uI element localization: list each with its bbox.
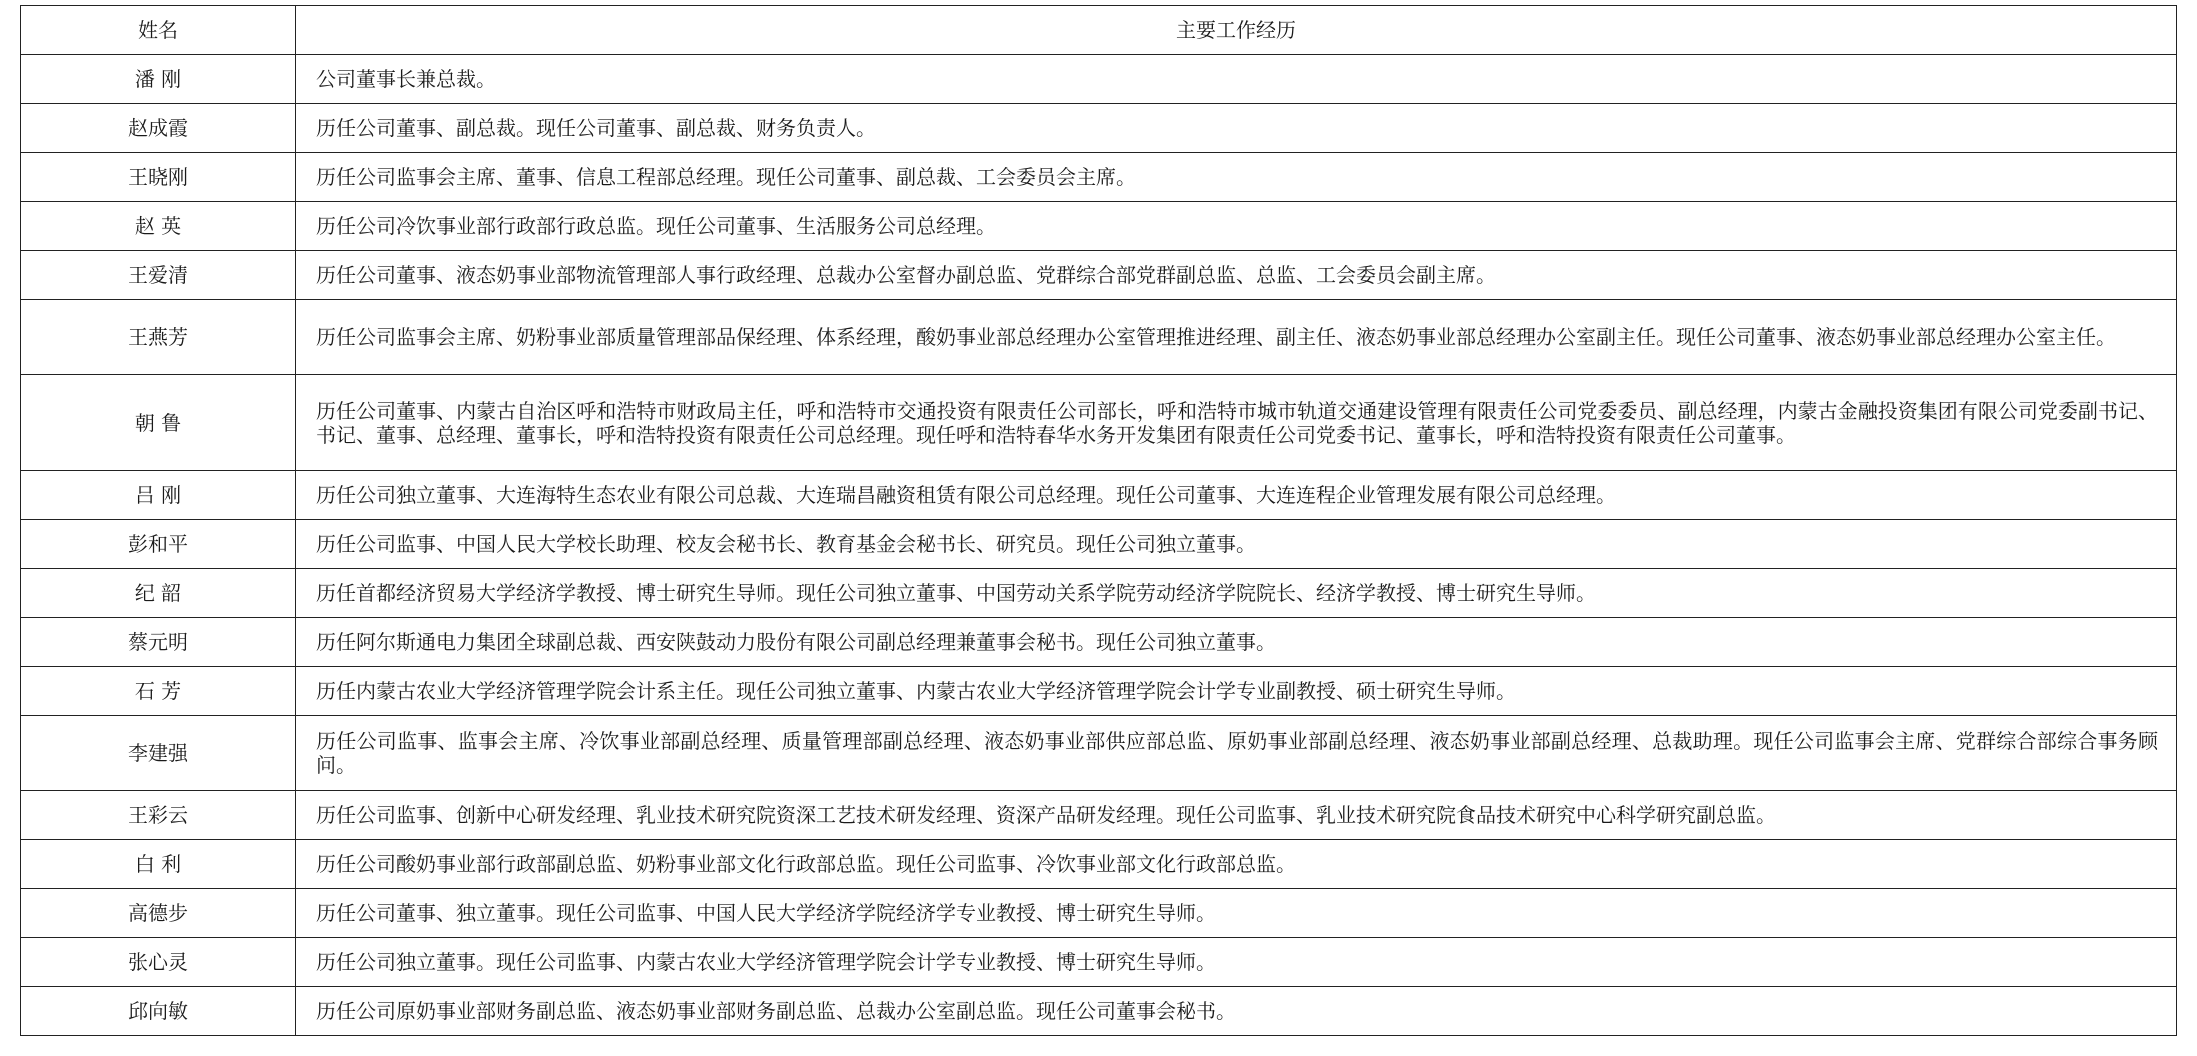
experience-cell: 历任公司原奶事业部财务副总监、液态奶事业部财务副总监、总裁办公室副总监。现任公司董事会秘书。 bbox=[296, 987, 2177, 1036]
header-row bbox=[21, 6, 2177, 55]
experience-cell: 历任公司监事会主席、奶粉事业部质量管理部品保经理、体系经理，酸奶事业部总经理办公室管理推进经理、副主任、液态奶事业部总经理办公室副主任。现任公司董事、液态奶事业部总经理办公室主任。 bbox=[296, 300, 2177, 375]
table-body bbox=[21, 55, 2177, 1036]
table-row bbox=[21, 300, 2177, 375]
name-cell: 朝 鲁 bbox=[21, 375, 296, 471]
table-row bbox=[21, 520, 2177, 569]
name-cell: 纪 韶 bbox=[21, 569, 296, 618]
experience-cell: 历任公司监事、监事会主席、冷饮事业部副总经理、质量管理部副总经理、液态奶事业部供应部总监、原奶事业部副总经理、液态奶事业部副总经理、总裁助理。现任公司监事会主席、党群综合部综合事务顾问。 bbox=[296, 716, 2177, 791]
experience-cell: 历任公司独立董事、大连海特生态农业有限公司总裁、大连瑞昌融资租赁有限公司总经理。现任公司董事、大连连程企业管理发展有限公司总经理。 bbox=[296, 471, 2177, 520]
executive-bio-table bbox=[20, 5, 2177, 1036]
name-cell: 王爱清 bbox=[21, 251, 296, 300]
experience-cell: 历任公司监事、中国人民大学校长助理、校友会秘书长、教育基金会秘书长、研究员。现任公司独立董事。 bbox=[296, 520, 2177, 569]
name-cell: 吕 刚 bbox=[21, 471, 296, 520]
table-row bbox=[21, 202, 2177, 251]
table-row bbox=[21, 471, 2177, 520]
table-row bbox=[21, 889, 2177, 938]
experience-cell: 历任阿尔斯通电力集团全球副总裁、西安陕鼓动力股份有限公司副总经理兼董事会秘书。现任公司独立董事。 bbox=[296, 618, 2177, 667]
experience-cell: 历任首都经济贸易大学经济学教授、博士研究生导师。现任公司独立董事、中国劳动关系学院劳动经济学院院长、经济学教授、博士研究生导师。 bbox=[296, 569, 2177, 618]
experience-cell: 历任公司独立董事。现任公司监事、内蒙古农业大学经济管理学院会计学专业教授、博士研究生导师。 bbox=[296, 938, 2177, 987]
name-cell: 赵 英 bbox=[21, 202, 296, 251]
experience-cell: 历任公司董事、独立董事。现任公司监事、中国人民大学经济学院经济学专业教授、博士研究生导师。 bbox=[296, 889, 2177, 938]
name-cell: 王彩云 bbox=[21, 791, 296, 840]
table-row bbox=[21, 667, 2177, 716]
name-cell: 潘 刚 bbox=[21, 55, 296, 104]
table-row bbox=[21, 104, 2177, 153]
table-row bbox=[21, 840, 2177, 889]
experience-cell: 历任公司董事、内蒙古自治区呼和浩特市财政局主任，呼和浩特市交通投资有限责任公司部长，呼和浩特市城市轨道交通建设管理有限责任公司党委委员、副总经理，内蒙古金融投资集团有限公司党委副书记、书记、董事、总经理、董事长，呼和浩特投资有限责任公司总经理。现任呼和浩特春华水务开发集团有限责任公司党委书记、董事长，呼和浩特投资有限责任公司董事。 bbox=[296, 375, 2177, 471]
table-row bbox=[21, 716, 2177, 791]
table-row bbox=[21, 375, 2177, 471]
experience-cell: 历任公司监事会主席、董事、信息工程部总经理。现任公司董事、副总裁、工会委员会主席。 bbox=[296, 153, 2177, 202]
experience-cell: 历任公司董事、液态奶事业部物流管理部人事行政经理、总裁办公室督办副总监、党群综合部党群副总监、总监、工会委员会副主席。 bbox=[296, 251, 2177, 300]
experience-cell: 公司董事长兼总裁。 bbox=[296, 55, 2177, 104]
table-header bbox=[21, 6, 2177, 55]
name-cell: 邱向敏 bbox=[21, 987, 296, 1036]
experience-cell: 历任公司监事、创新中心研发经理、乳业技术研究院资深工艺技术研发经理、资深产品研发经理。现任公司监事、乳业技术研究院食品技术研究中心科学研究副总监。 bbox=[296, 791, 2177, 840]
table-row bbox=[21, 938, 2177, 987]
table-row bbox=[21, 987, 2177, 1036]
name-cell: 王晓刚 bbox=[21, 153, 296, 202]
header-experience: 主要工作经历 bbox=[296, 6, 2177, 55]
experience-cell: 历任内蒙古农业大学经济管理学院会计系主任。现任公司独立董事、内蒙古农业大学经济管理学院会计学专业副教授、硕士研究生导师。 bbox=[296, 667, 2177, 716]
name-cell: 高德步 bbox=[21, 889, 296, 938]
name-cell: 彭和平 bbox=[21, 520, 296, 569]
name-cell: 石 芳 bbox=[21, 667, 296, 716]
experience-cell: 历任公司董事、副总裁。现任公司董事、副总裁、财务负责人。 bbox=[296, 104, 2177, 153]
name-cell: 王燕芳 bbox=[21, 300, 296, 375]
table-row bbox=[21, 569, 2177, 618]
name-cell: 李建强 bbox=[21, 716, 296, 791]
table-row bbox=[21, 618, 2177, 667]
name-cell: 白 利 bbox=[21, 840, 296, 889]
name-cell: 赵成霞 bbox=[21, 104, 296, 153]
experience-cell: 历任公司冷饮事业部行政部行政总监。现任公司董事、生活服务公司总经理。 bbox=[296, 202, 2177, 251]
name-cell: 张心灵 bbox=[21, 938, 296, 987]
name-cell: 蔡元明 bbox=[21, 618, 296, 667]
table-row bbox=[21, 251, 2177, 300]
table-row bbox=[21, 153, 2177, 202]
header-name: 姓名 bbox=[21, 6, 296, 55]
experience-cell: 历任公司酸奶事业部行政部副总监、奶粉事业部文化行政部总监。现任公司监事、冷饮事业部文化行政部总监。 bbox=[296, 840, 2177, 889]
table-row bbox=[21, 791, 2177, 840]
table-row bbox=[21, 55, 2177, 104]
